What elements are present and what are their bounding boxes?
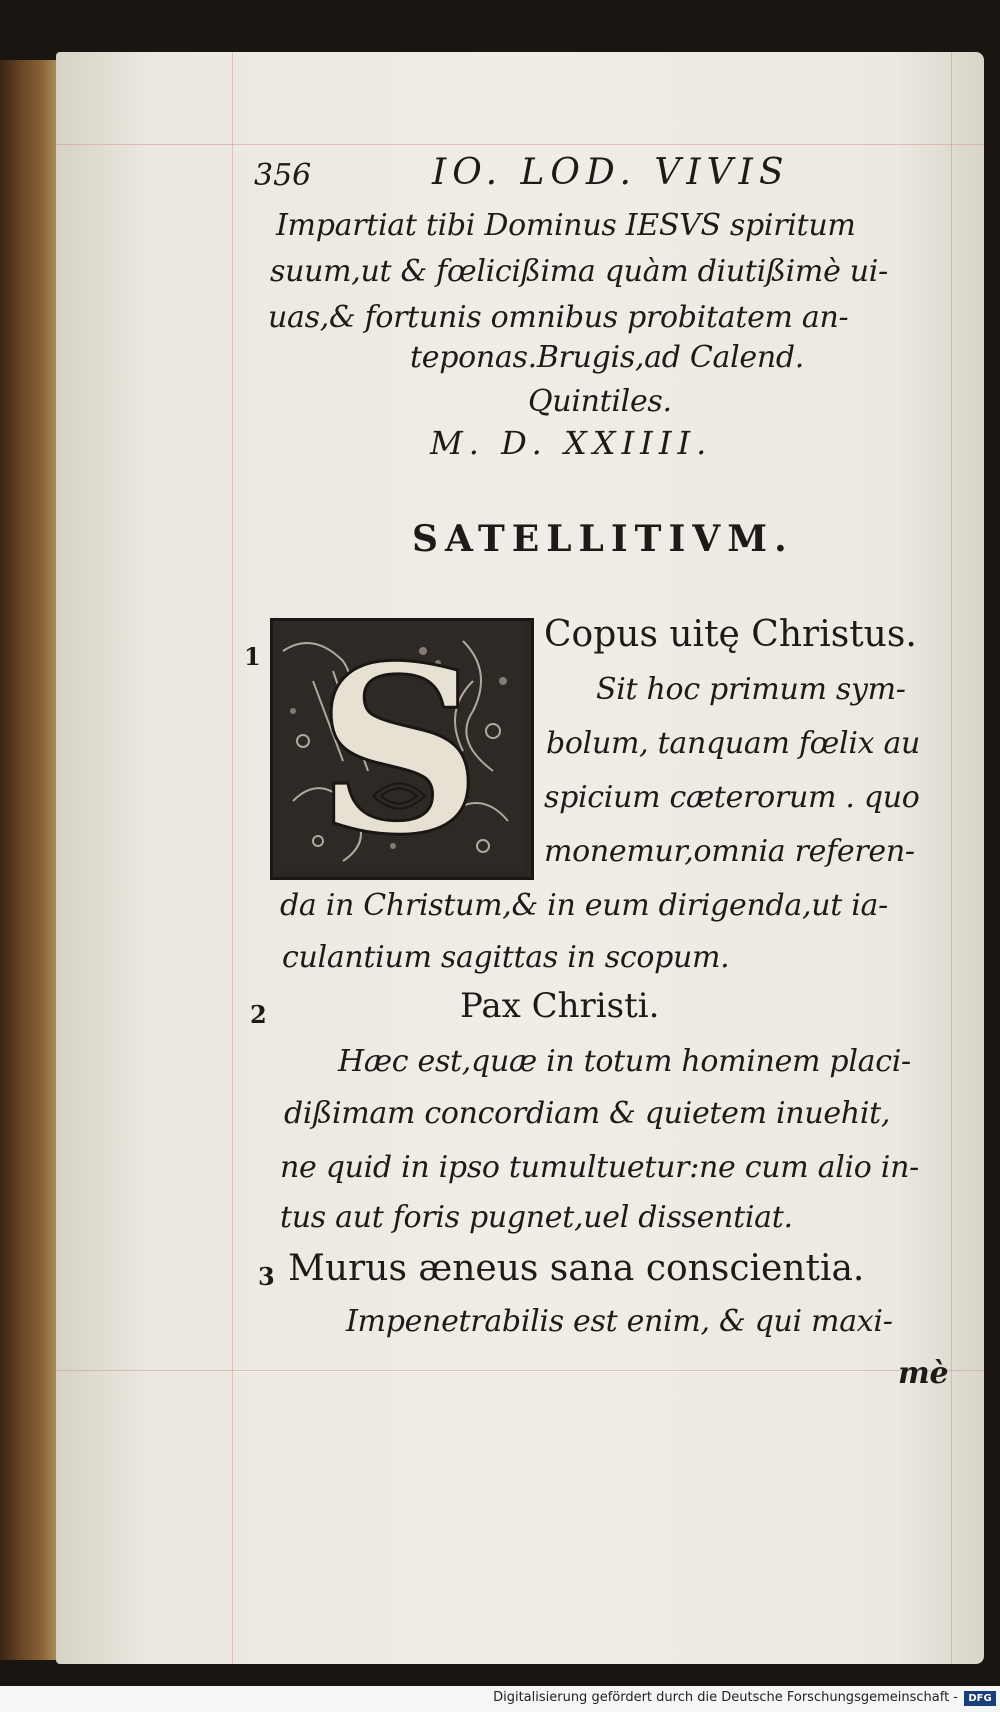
digitization-footer: [0, 1686, 1000, 1712]
catchword: mè: [898, 1356, 949, 1391]
dfg-logo: DFG: [964, 1691, 996, 1706]
closing-line-5: Quintiles.: [528, 384, 672, 419]
entry-title-2: Pax Christi.: [460, 986, 660, 1026]
page-number: 356: [254, 158, 312, 193]
decorated-initial: [270, 618, 534, 880]
entry-number-1: 1: [244, 642, 261, 671]
entry-2-line-1: Hæc est,quæ in totum hominem placi-: [338, 1044, 911, 1079]
closing-line-4: teponas.Brugis,ad Calend.: [410, 340, 805, 375]
entry-1-line-3: spicium cæterorum . quo: [544, 780, 920, 815]
entry-1-line-1: Sit hoc primum sym-: [596, 672, 906, 707]
section-title: SATELLITIVM.: [412, 518, 794, 560]
entry-title-1: Copus uitę Christus.: [544, 614, 917, 655]
entry-2-line-4: tus aut foris pugnet,uel dissentiat.: [280, 1200, 793, 1235]
closing-date: M. D. XXIIII.: [430, 424, 713, 462]
entry-2-line-3: ne quid in ipso tumultuetur:ne cum alio in-: [280, 1150, 919, 1185]
margin-rule-bottom: [56, 1370, 984, 1371]
woodcut-initial-s-image: [273, 621, 525, 871]
closing-line-2: suum,ut & fœlicißima quàm diutißimè ui-: [270, 254, 888, 289]
entry-2-line-2: dißimam concordiam & quietem inuehit,: [284, 1096, 891, 1131]
entry-1-line-4: monemur,omnia referen-: [544, 834, 915, 869]
margin-rule-right: [951, 52, 952, 1664]
closing-line-1: Impartiat tibi Dominus IESVS spiritum: [276, 208, 856, 243]
entry-number-3: 3: [258, 1262, 275, 1291]
closing-line-3: uas,& fortunis omnibus probitatem an-: [268, 300, 849, 335]
footer-credit: Digitalisierung gefördert durch die Deutsche Forschungsgemeinschaft -: [493, 1690, 958, 1705]
initial-letter: S: [315, 621, 483, 871]
entry-1-line-6: culantium sagittas in scopum.: [282, 940, 730, 975]
margin-rule-top: [56, 144, 984, 145]
entry-3-line-1: Impenetrabilis est enim, & qui maxi-: [346, 1304, 893, 1339]
book-spine: [0, 60, 62, 1660]
running-head: IO. LOD. VIVIS: [432, 152, 790, 193]
entry-title-3: Murus æneus sana conscientia.: [288, 1248, 865, 1289]
entry-1-line-5: da in Christum,& in eum dirigenda,ut ia-: [280, 888, 888, 923]
margin-rule-left: [232, 52, 233, 1664]
entry-1-line-2: bolum, tanquam fœlix au: [546, 726, 921, 761]
entry-number-2: 2: [250, 1000, 267, 1029]
